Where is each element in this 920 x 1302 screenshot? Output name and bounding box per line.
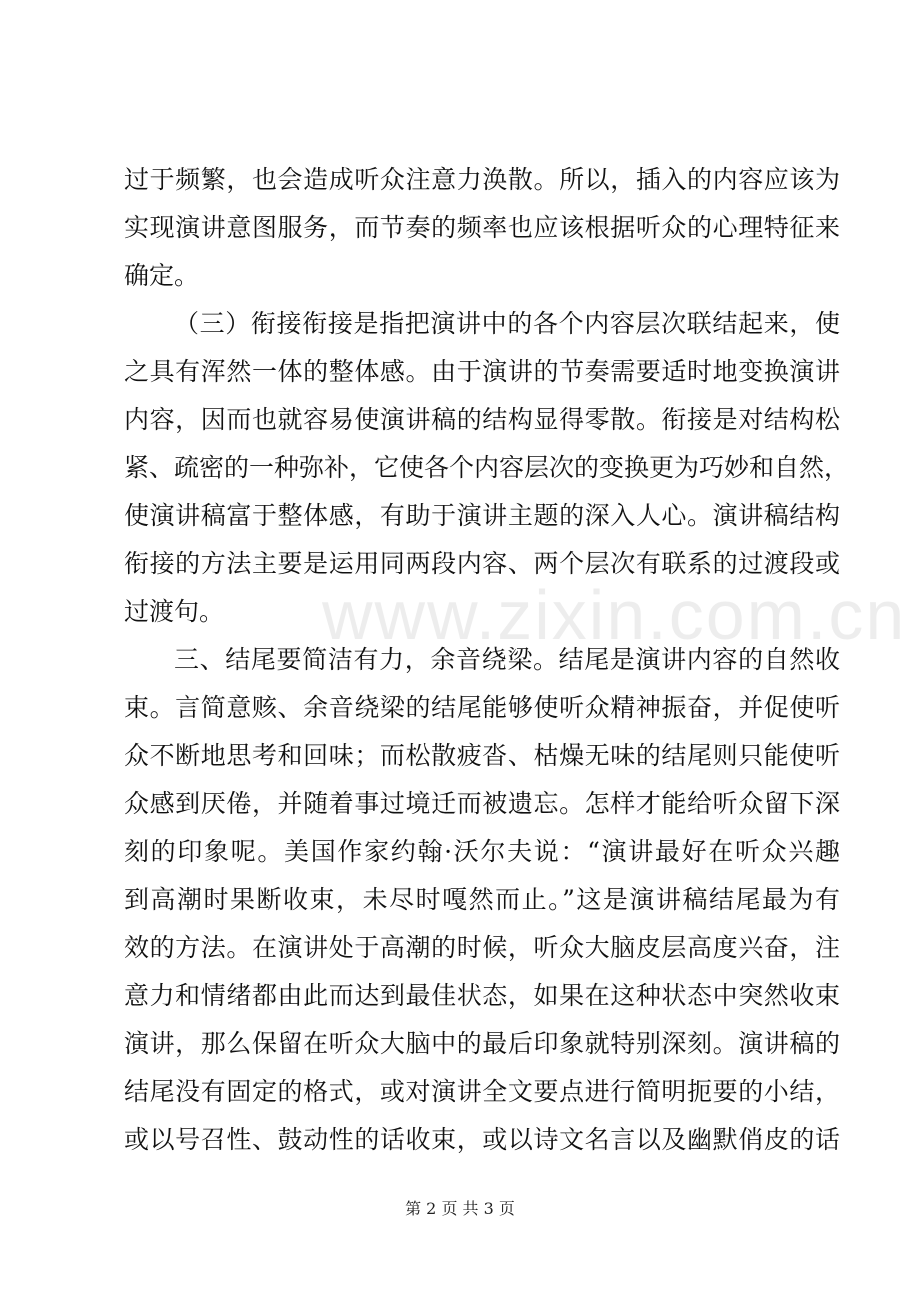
text-line: 紧、疏密的一种弥补，它使各个内容层次的变换更为巧妙和自然， (124, 453, 850, 482)
text-line: 众不断地思考和回味；而松散疲沓、枯燥无味的结尾则只能使听 (124, 741, 840, 770)
text-line: （三）衔接衔接是指把演讲中的各个内容层次联结起来，使 (174, 309, 840, 338)
watermark: www.zixin.com.cn (322, 576, 907, 654)
text-line: 衔接的方法主要是运用同两段内容、两个层次有联系的过渡段或 (124, 549, 840, 578)
text-line: 三、结尾要简洁有力，余音绕梁。结尾是演讲内容的自然收 (174, 645, 840, 674)
text-line: 内容，因而也就容易使演讲稿的结构显得零散。衔接是对结构松 (124, 405, 840, 434)
text-line: 实现演讲意图服务，而节奏的频率也应该根据听众的心理特征来 (124, 213, 840, 242)
text-line: 过于频繁，也会造成听众注意力涣散。所以，插入的内容应该为 (124, 165, 840, 194)
text-line: 意力和情绪都由此而达到最佳状态，如果在这种状态中突然收束 (124, 981, 840, 1010)
text-line: 到高潮时果断收束，未尽时嘎然而止。”这是演讲稿结尾最为有 (124, 885, 840, 914)
text-line: 确定。 (124, 261, 200, 290)
document-body (124, 156, 850, 1164)
text-line: 众感到厌倦，并随着事过境迁而被遗忘。怎样才能给听众留下深 (124, 789, 840, 818)
text-line: 演讲，那么保留在听众大脑中的最后印象就特别深刻。演讲稿的 (124, 1029, 840, 1058)
text-line: 刻的印象呢。美国作家约翰·沃尔夫说：“演讲最好在听众兴趣 (124, 837, 840, 866)
text-line: 过渡句。 (124, 597, 225, 626)
text-line: 效的方法。在演讲处于高潮的时候，听众大脑皮层高度兴奋，注 (124, 933, 840, 962)
text-line: 结尾没有固定的格式，或对演讲全文要点进行简明扼要的小结， (124, 1077, 840, 1106)
text-line: 之具有浑然一体的整体感。由于演讲的节奏需要适时地变换演讲 (124, 357, 840, 386)
text-line: 使演讲稿富于整体感，有助于演讲主题的深入人心。演讲稿结构 (124, 501, 840, 530)
page-footer: 第 2 页 共 3 页 (405, 1199, 515, 1218)
text-line: 束。言简意赅、余音绕梁的结尾能够使听众精神振奋，并促使听 (124, 693, 840, 722)
text-line: 或以号召性、鼓动性的话收束，或以诗文名言以及幽默俏皮的话 (124, 1125, 840, 1154)
